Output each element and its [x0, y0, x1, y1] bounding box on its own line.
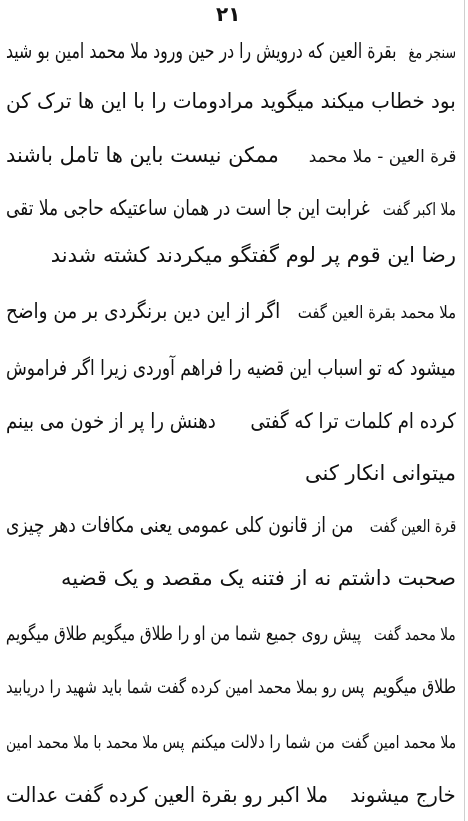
text-line-12 — [6, 620, 456, 648]
speaker-label: ملا اکبر گفت — [382, 200, 456, 220]
line-text: پیش روی جمیع شما من او را طلاق میگویم طلاق میگویم — [6, 623, 362, 645]
text-line-11 — [61, 565, 456, 591]
line-text: میشود که تو اسباب این قضیه را فراهم آوردی زیرا اگر فراموش — [6, 356, 456, 380]
line-text: رضا این قوم پر لوم گفتگو میکردند کشته شدند — [50, 243, 456, 267]
line-text: اگر از این دین برنگردی بر من واضح — [5, 299, 281, 323]
page-number: ۲۱ — [216, 2, 241, 26]
text-line-4 — [6, 195, 456, 223]
line-text: کرده ام کلمات ترا که گفتی — [250, 409, 456, 433]
text-line-2 — [6, 88, 456, 114]
speaker-label: قرة العین - ملا محمد — [308, 147, 456, 167]
text-line-14 — [6, 728, 456, 756]
line-text: من از قانون کلی عمومی یعنی مکافات دهر چیزی — [5, 513, 354, 537]
text-line-7 — [6, 355, 456, 381]
line-text: طلاق میگویم — [372, 676, 456, 698]
line-text: غرابت این جا است در همان ساعتیکه حاجی ملا تقی — [5, 196, 370, 220]
text-line-5 — [51, 242, 456, 268]
line-text: پس رو بملا محمد امین کرده گفت شما باید شهید را دریابید — [5, 677, 365, 698]
text-line-9 — [305, 460, 456, 486]
line-text: من شما را دلالت میکنم — [190, 732, 335, 753]
line-text: صحبت داشتم نه از فتنه یک مقصد و یک قضیه — [61, 566, 456, 590]
text-line-3 — [6, 142, 456, 170]
line-text: دهنش را پر از خون می بینم — [6, 409, 216, 433]
speaker-label: ملا محمد بقرة العین گفت — [297, 303, 456, 323]
speaker-label: قرة العین گفت — [369, 517, 456, 537]
line-text: ملا اکبر رو بقرة العین کرده گفت عدالت — [6, 783, 329, 807]
text-line-13 — [6, 673, 456, 701]
speaker-label: ملا محمد امین گفت — [341, 733, 456, 753]
text-line-1 — [6, 38, 456, 66]
speaker-label: سنجر مغ — [408, 43, 456, 63]
line-text: میتوانی انکار کنی — [305, 461, 456, 485]
text-line-10 — [6, 512, 456, 540]
text-line-8 — [6, 408, 456, 434]
line-text: خارج میشوند — [350, 783, 456, 807]
line-text: ممکن نیست باین ها تامل باشند — [5, 143, 279, 167]
text-line-15 — [6, 782, 456, 808]
text-line-6 — [6, 298, 456, 326]
page-edge — [464, 0, 465, 821]
speaker-label: ملا محمد گفت — [374, 625, 456, 645]
line-text: پس ملا محمد با ملا محمد امین — [5, 733, 185, 753]
line-text: بود خطاب میکند میگوید مرادومات را با این ها ترک کن — [6, 89, 456, 113]
line-text: بقرة العین که درویش را در حین ورود ملا محمد امین بو شید — [5, 39, 397, 63]
